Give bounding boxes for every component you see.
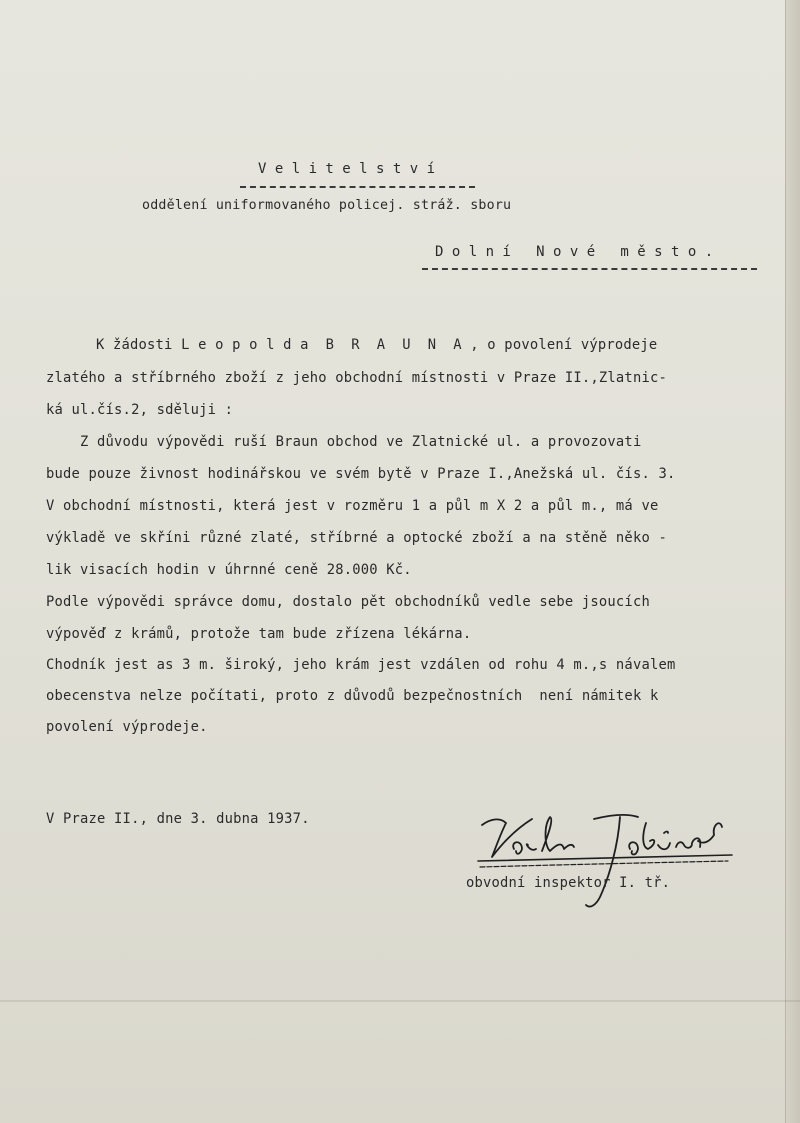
body-line: Podle výpovědi správce domu, dostalo pět obchodníků vedle sebe jsoucích [46, 594, 650, 610]
body-line: ká ul.čís.2, sděluji : [46, 402, 234, 418]
body-line: K žádosti L e o p o l d a B R A U N A , o povolení výprodeje [96, 337, 658, 353]
body-line: zlatého a stříbrného zboží z jeho obchodní místnosti v Praze II.,Zlatnic- [46, 370, 667, 386]
paper-fold [0, 1000, 800, 1002]
place-date: V Praze II., dne 3. dubna 1937. [46, 811, 310, 827]
body-line: Z důvodu výpovědi ruší Braun obchod ve Zlatnické ul. a provozovati [46, 434, 642, 450]
body-line: povolení výprodeje. [46, 719, 208, 735]
body-line: výkladě ve skříni různé zlaté, stříbrné a optocké zboží a na stěně něko - [46, 530, 667, 546]
signatory-title: obvodní inspektor I. tř. [466, 875, 671, 891]
body-line: obecenstva nelze počítati, proto z důvodů bezpečnostních není námitek k [46, 688, 659, 704]
body-line: V obchodní místnosti, která jest v rozměru 1 a půl m X 2 a půl m., má ve [46, 498, 659, 514]
header-subtitle: oddělení uniformovaného policej. stráž. sboru [142, 198, 512, 213]
header-title: V e l i t e l s t v í [258, 161, 436, 177]
body-line: Chodník jest as 3 m. široký, jeho krám jest vzdálen od rohu 4 m.,s návalem [46, 657, 676, 673]
paper-edge [785, 0, 800, 1123]
header-district-underline [422, 268, 757, 270]
handwritten-signature [470, 805, 740, 915]
body-line: výpověď z krámů, protože tam bude zřízena lékárna. [46, 626, 472, 642]
body-line: bude pouze živnost hodinářskou ve svém bytě v Praze I.,Anežská ul. čís. 3. [46, 466, 676, 482]
header-title-underline [240, 186, 475, 188]
header-district: D o l n í N o v é m ě s t o . [435, 244, 714, 260]
body-line: lik visacích hodin v úhrnné ceně 28.000 Kč. [46, 562, 412, 578]
